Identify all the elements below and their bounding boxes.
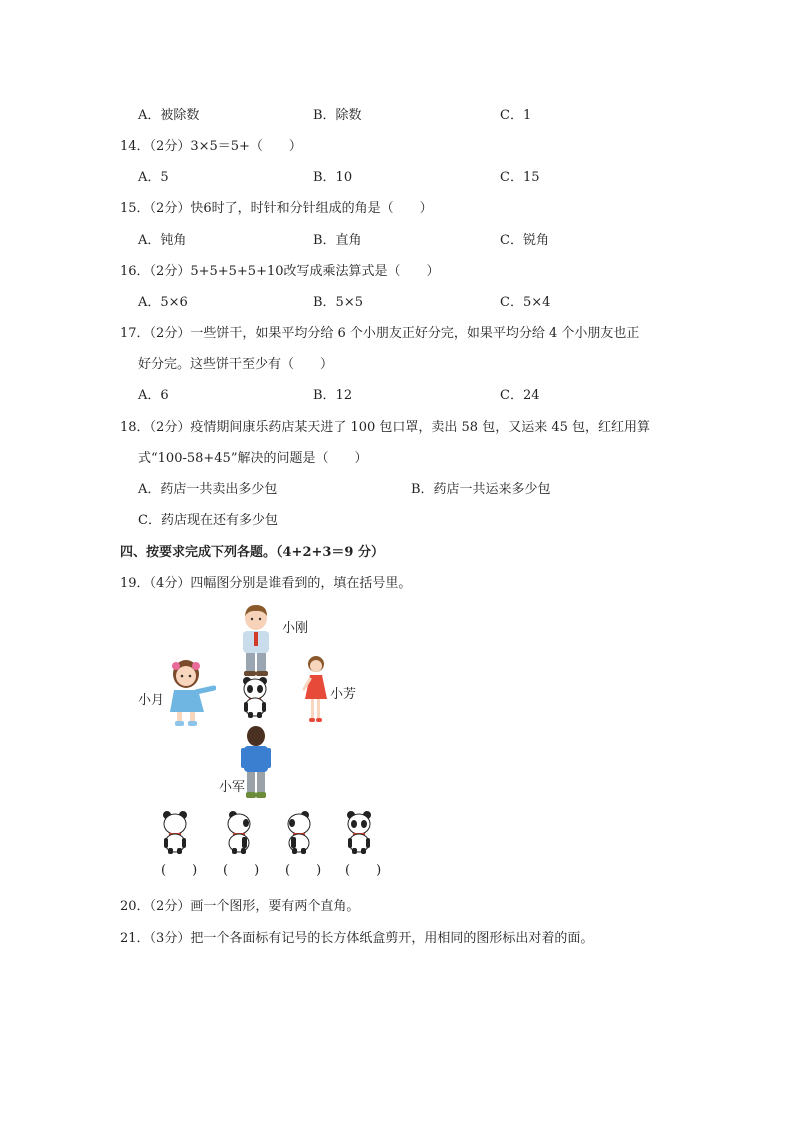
q21-stem: 21．（3分）把一个各面标有记号的长方体纸盒剪开，用相同的图形标出对着的面。 — [120, 931, 594, 946]
answer-blank-4[interactable]: ( ) — [345, 863, 382, 878]
q16-option-c: C．5×4 — [500, 295, 551, 310]
label-xiaogang: 小刚 — [282, 621, 309, 636]
q17-option-a: A．6 — [138, 388, 169, 403]
panda-center-figure — [240, 676, 270, 718]
q18-option-b: B．药店一共运来多少包 — [411, 482, 551, 497]
girl-xiaoyue-figure — [168, 658, 216, 728]
q17-option-c: C．24 — [500, 388, 540, 403]
answer-blank-1[interactable]: ( ) — [161, 863, 198, 878]
q13-option-a: A．被除数 — [138, 108, 200, 123]
q15-option-b: B．直角 — [313, 233, 362, 248]
q17-stem-line2: 好分完。这些饼干至少有（ ） — [138, 357, 334, 372]
label-xiaoyue: 小月 — [138, 693, 165, 708]
q14-option-b: B．10 — [313, 170, 353, 185]
panda-view-2 — [224, 810, 254, 854]
q14-option-c: C．15 — [500, 170, 540, 185]
q17-option-b: B．12 — [313, 388, 353, 403]
q18-option-c: C．药店现在还有多少包 — [138, 513, 278, 528]
q15-option-a: A．钝角 — [138, 233, 187, 248]
label-xiaojun: 小军 — [219, 780, 246, 795]
q18-option-a: A．药店一共卖出多少包 — [138, 482, 278, 497]
q13-option-b: B．除数 — [313, 108, 362, 123]
label-xiaofang: 小芳 — [330, 687, 357, 702]
section-title: 四、按要求完成下列各题。（4+2+3＝9 分） — [120, 545, 384, 560]
q14-option-a: A．5 — [138, 170, 169, 185]
q17-stem-line1: 17．（2分）一些饼干，如果平均分给 6 个小朋友正好分完，如果平均分给 4 个小朋友也正 — [120, 326, 640, 341]
q16-stem: 16．（2分）5+5+5+5+10改写成乘法算式是（ ） — [120, 264, 440, 279]
answer-blank-2[interactable]: ( ) — [223, 863, 260, 878]
q20-stem: 20．（2分）画一个图形，要有两个直角。 — [120, 899, 360, 914]
q15-stem: 15．（2分）快6时了，时针和分针组成的角是（ ） — [120, 201, 433, 216]
panda-view-4 — [344, 810, 374, 854]
girl-xiaofang-figure — [302, 655, 328, 725]
q16-option-b: B．5×5 — [313, 295, 363, 310]
q16-option-a: A．5×6 — [138, 295, 188, 310]
boy-xiaogang-figure — [236, 603, 276, 679]
q14-stem: 14．（2分）3×5＝5+（ ） — [120, 139, 302, 154]
q13-option-c: C．1 — [500, 108, 532, 123]
q18-stem-line2: 式“100-58+45”解决的问题是（ ） — [138, 451, 368, 466]
q15-option-c: C．锐角 — [500, 233, 549, 248]
panda-view-3 — [284, 810, 314, 854]
panda-view-1 — [160, 810, 190, 854]
boy-xiaojun-figure — [241, 726, 271, 800]
q19-stem: 19．（4分）四幅图分别是谁看到的，填在括号里。 — [120, 576, 412, 591]
answer-blank-3[interactable]: ( ) — [285, 863, 322, 878]
q18-stem-line1: 18．（2分）疫情期间康乐药店某天进了 100 包口罩，卖出 58 包，又运来 45 包，红红用算 — [120, 420, 651, 435]
